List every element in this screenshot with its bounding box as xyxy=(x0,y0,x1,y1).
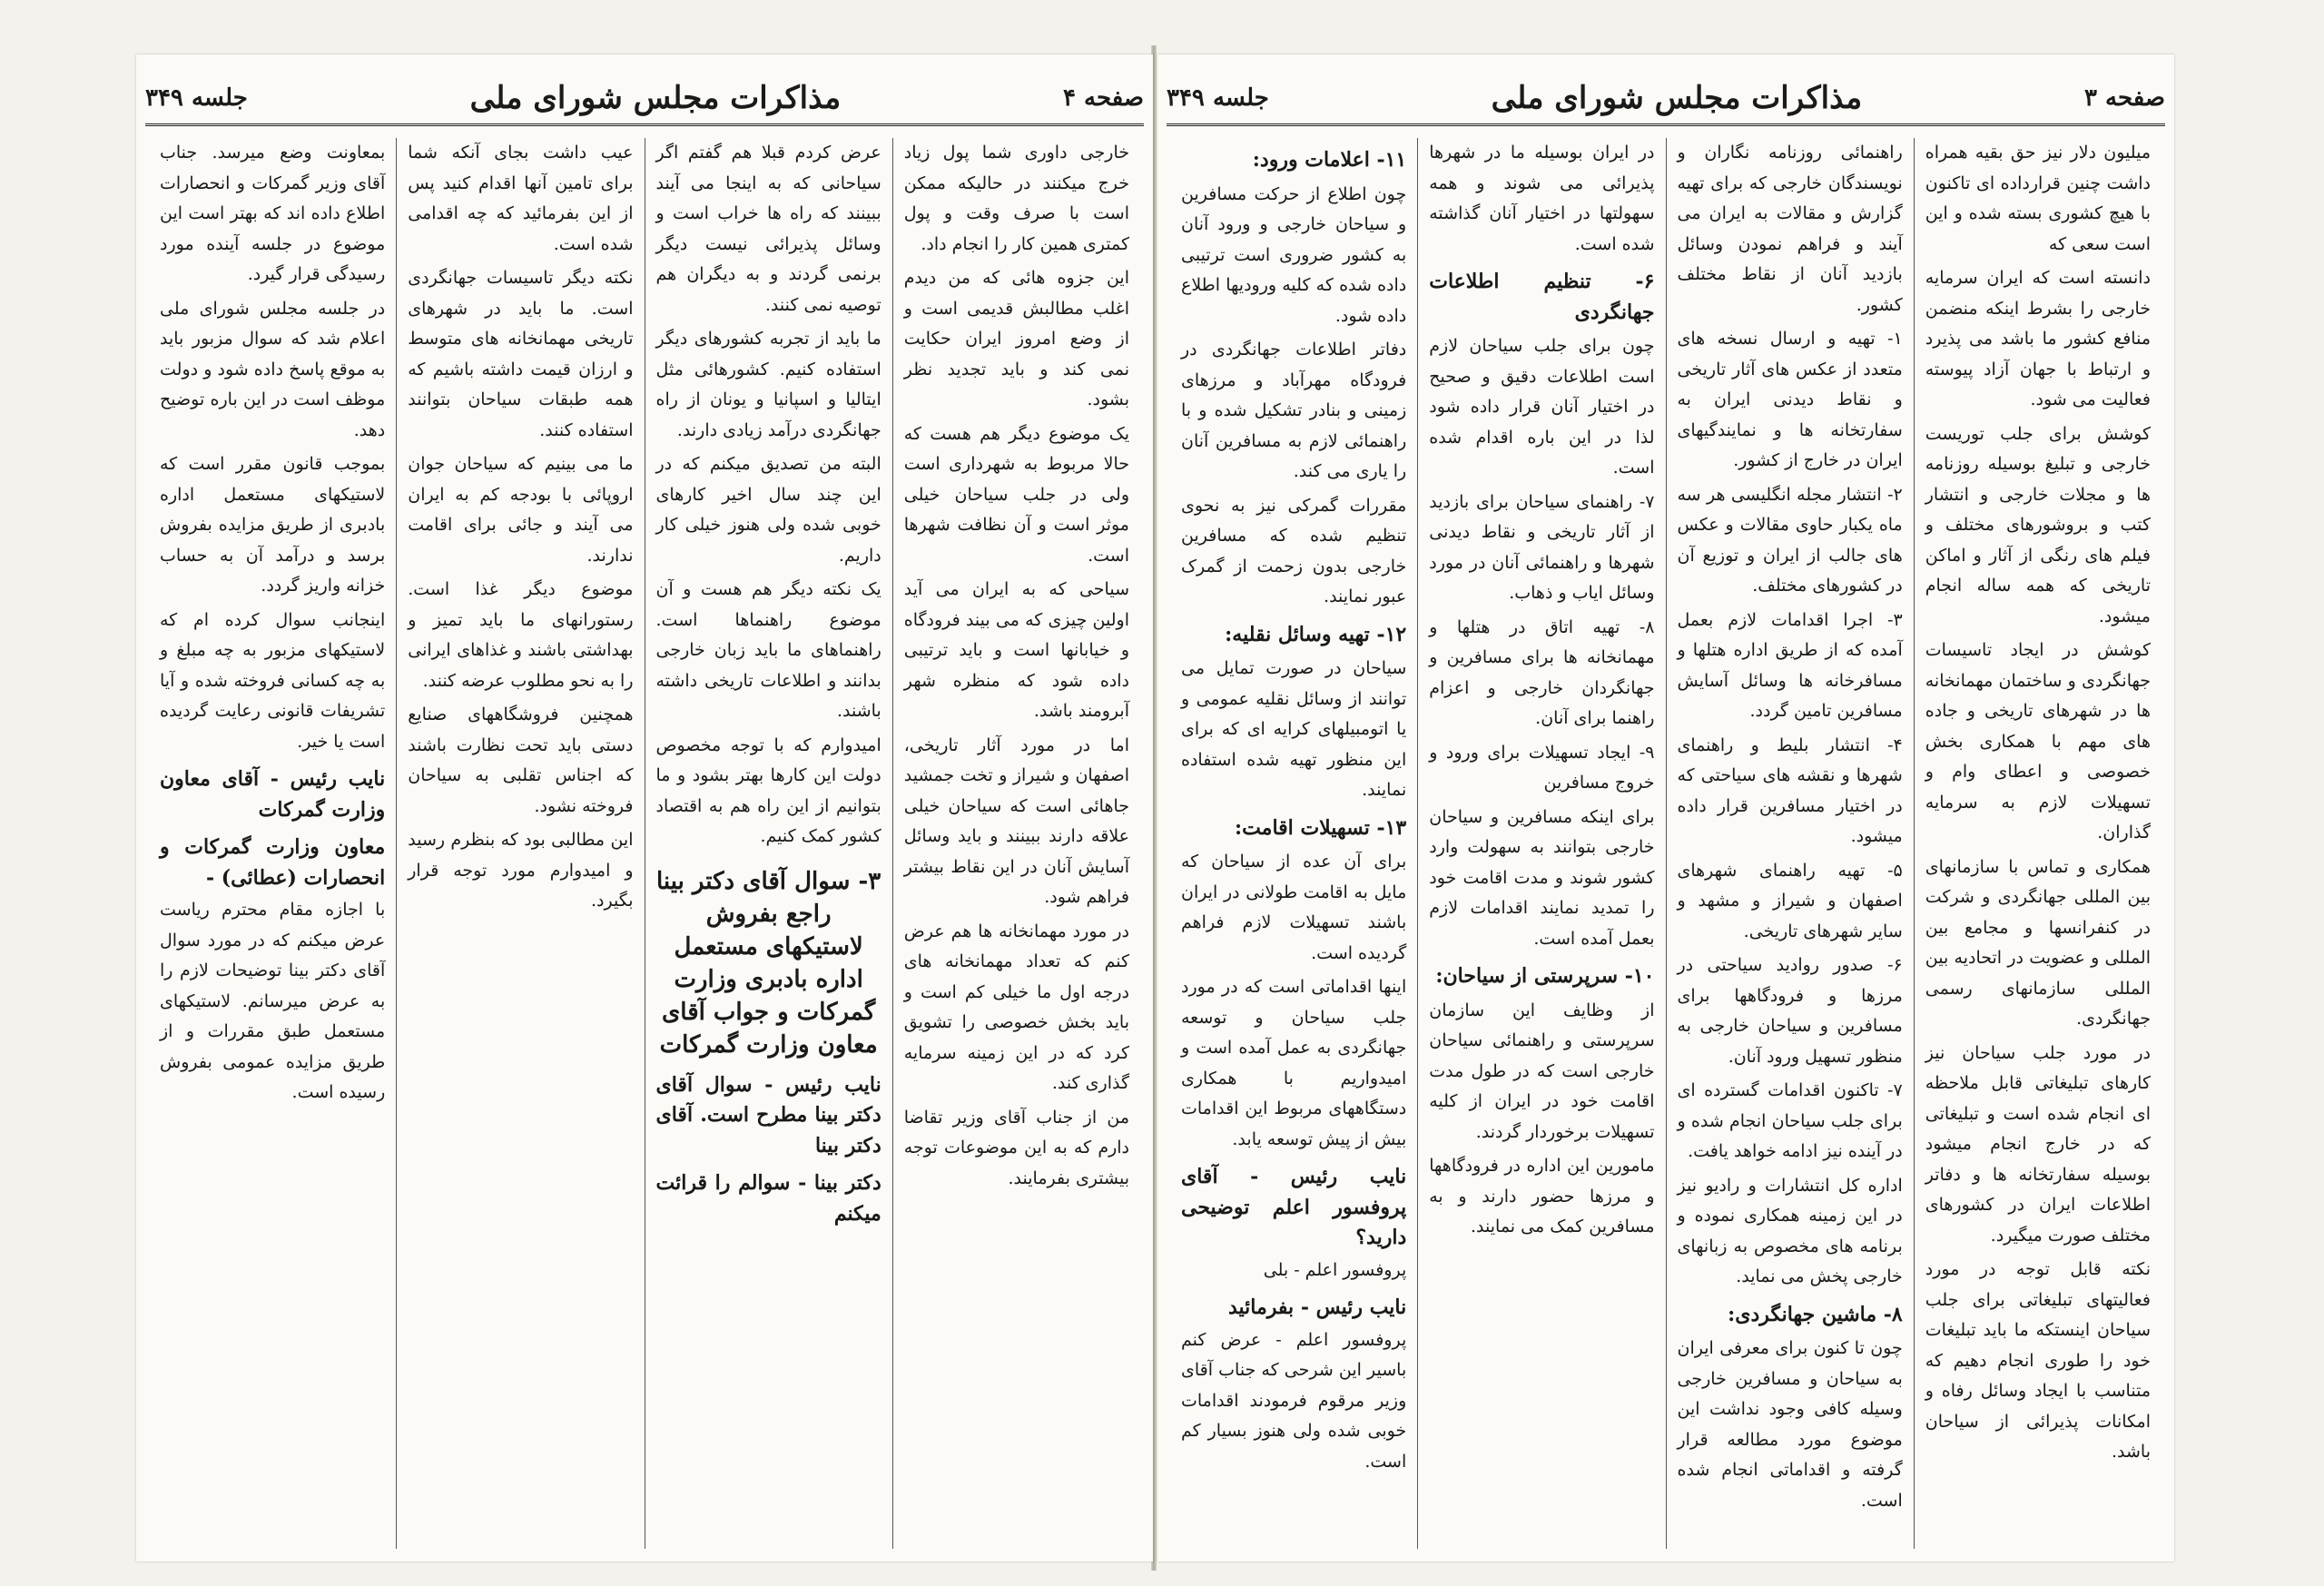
section-heading: ۱۲- تهیه وسائل نقلیه: xyxy=(1225,622,1407,646)
paragraph: در مورد مهمانخانه ها هم عرض کنم که تعداد مهمانخانه های درجه اول ما خیلی کم است و باید بخش خصوصی را تشویق کرد که در این زمینه سرمایه گذاری کند. xyxy=(903,921,1129,1093)
paragraph: ۱- تهیه و ارسال نسخه های متعدد از عکس های آثار تاریخی و نقاط دیدنی ایران به سفارتخانه ها و نمایندگیهای ایران در خارج از کشور. xyxy=(1677,329,1903,470)
left-page-columns xyxy=(149,138,1140,1549)
paragraph: چون تا کنون برای معرفی ایران به سیاحان و مسافرین خارجی وسیله کافی وجود نداشت این موضوع مورد مطالعه قرار گرفته و اقداماتی انجام شده است. xyxy=(1677,1338,1903,1511)
paragraph: ما می بینیم که سیاحان جوان اروپائی با بودجه کم به ایران می آیند و جائی برای اقامت ندارند. xyxy=(408,454,634,566)
speech-text: با اجازه مقام محترم ریاست عرض میکنم که در مورد سوال آقای دکتر بینا توضیحات لازم را به عرض میرسانم. لاستیکهای مستعمل طبق مقررات و از طریق مزایده عمومی بفروش رسیده است. xyxy=(160,900,386,1102)
paragraph: ما باید از تجربه کشورهای دیگر استفاده کنیم. کشورهائی مثل ایتالیا و اسپانیا و یونان از راه جهانگردی درآمد زیادی دارند. xyxy=(655,329,881,440)
paragraph: اداره کل انتشارات و رادیو نیز در این زمینه همکاری نموده و برنامه های مخصوص به زبانهای خارجی پخش می نماید. xyxy=(1677,1175,1903,1286)
paragraph: در ایران بوسیله ما در شهرها پذیرائی می شوند و همه سهولتها در اختیار آنان گذاشته شده است. xyxy=(1429,143,1655,254)
paragraph: عرض کردم قبلا هم گفتم اگر سیاحانی که به اینجا می آیند ببینند که راه ها خراب است و وسائل پذیرائی نیست دیگر برنمی گردند و به دیگران هم توصیه نمی کنند. xyxy=(655,143,881,315)
paragraph: همچنین فروشگاههای صنایع دستی باید تحت نظارت باشند که اجناس تقلبی به سیاحان فروخته نشود. xyxy=(408,704,634,816)
session-number: جلسه ۳۴۹ xyxy=(145,84,248,112)
paragraph: ۴- انتشار بلیط و راهنمای شهرها و نقشه های سیاحتی که در اختیار مسافرین قرار داده میشود. xyxy=(1677,734,1903,846)
column xyxy=(645,138,892,1549)
paragraph: ۷- راهنمای سیاحان برای بازدید از آثار تاریخی و نقاط دیدنی شهرها و راهنمائی آنان در مورد وسائل ایاب و ذهاب. xyxy=(1429,491,1655,603)
column xyxy=(149,138,396,1549)
column xyxy=(1170,138,1417,1549)
paragraph: کوشش در ایجاد تاسیسات جهانگردی و ساختمان مهمانخانه ها در شهرهای تاریخی و جاده های مهم با همکاری بخش خصوصی و اعطای وام و تسهیلات لازم به سرمایه گذاران. xyxy=(1925,640,2151,842)
paragraph: بمعاونت وضع میرسد. جناب آقای وزیر گمرکات و انحصارات اطلاع داده اند که بهتر است این موضوع در جلسه آینده مورد رسیدگی قرار گیرد. xyxy=(160,143,386,284)
column xyxy=(1914,138,2162,1549)
paragraph: این مطالبی بود که بنظرم رسید و امیدوارم مورد توجه قرار بگیرد. xyxy=(408,830,634,911)
paragraph: در جلسه مجلس شورای ملی اعلام شد که سوال مزبور باید به موقع پاسخ داده شود و دولت موظف است در این باره توضیح دهد. xyxy=(160,298,386,440)
paragraph: ۵- تهیه راهنمای شهرهای اصفهان و شیراز و مشهد و سایر شهرهای تاریخی. xyxy=(1677,860,1903,941)
speaker-name: نایب رئیس - آقای پروفسور اعلم توضیحی دارید؟ xyxy=(1181,1165,1407,1249)
paragraph: اینها اقداماتی است که در مورد جلب سیاحان و توسعه جهانگردی به عمل آمده است و امیدواریم با همکاری دستگاههای مربوط این اقدامات بیش از پیش توسعه یابد. xyxy=(1181,977,1407,1149)
paragraph: مقررات گمرکی نیز به نحوی تنظیم شده که مسافرین خارجی بدون زحمت از گمرک عبور نمایند. xyxy=(1181,495,1407,606)
speaker-name: دکتر بینا - سوالم را قرائت میکنم xyxy=(655,1171,881,1226)
paragraph: مامورین این اداره در فرودگاهها و مرزها حضور دارند و به مسافرین کمک می نمایند. xyxy=(1429,1156,1655,1236)
paragraph: یک موضوع دیگر هم هست که حالا مربوط به شهرداری است ولی در جلب سیاحان خیلی موثر است و آن نظافت شهرها است. xyxy=(903,423,1129,566)
paragraph: اینجانب سوال کرده ام که لاستیکهای مزبور به چه مبلغ و به چه کسانی فروخته شده و آیا تشریفات قانونی رعایت گردیده است یا خیر. xyxy=(160,609,386,752)
speaker-name: معاون وزارت گمرکات و انحصارات (عطائی) - xyxy=(160,835,386,890)
paragraph: امیدوارم که با توجه مخصوص دولت این کارها بهتر بشود و ما بتوانیم از این راه هم به اقتصاد کشور کمک کنیم. xyxy=(655,734,881,846)
section-heading: ۸- ماشین جهانگردی: xyxy=(1728,1302,1903,1326)
paragraph: ۹- ایجاد تسهیلات برای ورود و خروج مسافرین xyxy=(1429,742,1655,793)
paragraph: دانسته است که ایران سرمایه خارجی را بشرط اینکه منضمن منافع کشور ما باشد می پذیرد و ارتباط با جهان آزاد پیوسته فعالیت می شود. xyxy=(1925,268,2151,409)
paragraph: ۷- تاکنون اقدامات گسترده ای برای جلب سیاحان انجام شده و در آینده نیز ادامه خواهد یافت. xyxy=(1677,1080,1903,1161)
paragraph: بموجب قانون مقرر است که لاستیکهای مستعمل اداره بادبری از طریق مزایده بفروش برسد و درآمد آن به حساب خزانه واریز گردد. xyxy=(160,454,386,596)
paragraph: این جزوه هائی که من دیدم اغلب مطالبش قدیمی است و از وضع امروز ایران حکایت نمی کند و باید تجدید نظر بشود. xyxy=(903,268,1129,409)
page-number: صفحه ۴ xyxy=(1063,84,1144,112)
paragraph: ۲- انتشار مجله انگلیسی هر سه ماه یکبار حاوی مقالات و عکس های جالب از ایران و توزیع آن در کشورهای مختلف. xyxy=(1677,484,1903,596)
left-page-header xyxy=(145,73,1144,126)
speaker-name: نایب رئیس - آقای معاون وزارت گمرکات xyxy=(160,767,386,822)
paragraph: نکته قابل توجه در مورد فعالیتهای تبلیغاتی برای جلب سیاحان اینستکه ما باید تبلیغات خود را طوری انجام دهیم که متناسب با ایجاد وسائل رفاه و امکانات پذیرائی از سیاحان باشد. xyxy=(1925,1259,2151,1462)
paragraph: سیاحان در صورت تمایل می توانند از وسائل نقلیه عمومی و یا اتومبیلهای کرایه ای که برای این منظور تهیه شده استفاده نمایند. xyxy=(1181,658,1407,800)
section-heading: ۱۱- اعلامات ورود: xyxy=(1252,148,1407,172)
paragraph: از وظایف این سازمان سرپرستی و راهنمائی سیاحان خارجی است که در طول مدت اقامت خود در ایران از کلیه تسهیلات برخوردار گردند. xyxy=(1429,1000,1655,1142)
paragraph: عیب داشت بجای آنکه شما برای تامین آنها اقدام کنید پس از این بفرمائید که چه اقدامی شده است. xyxy=(408,143,634,254)
section-heading: ۳- سوال آقای دکتر بینا راجع بفروش لاستیکهای مستعمل اداره بادبری وزارت گمرکات و جواب آقای معاون وزارت گمرکات xyxy=(656,867,881,1059)
right-page xyxy=(1157,54,2174,1561)
paragraph: میلیون دلار نیز حق بقیه همراه داشت چنین قرارداده ای تاکنون با هیچ کشوری بسته شده و این است سعی که xyxy=(1925,143,2151,254)
paragraph: یک نکته دیگر هم هست و آن موضوع راهنماها است. راهنماهای ما باید زبان خارجی بدانند و اطلاعات تاریخی داشته باشند. xyxy=(655,579,881,721)
right-page-header xyxy=(1167,73,2165,126)
paragraph: همکاری و تماس با سازمانهای بین المللی جهانگردی و شرکت در کنفرانسها و مجامع بین المللی و عضویت در اتحادیه بین المللی سازمانهای رسمی جهانگردی. xyxy=(1925,856,2151,1029)
column xyxy=(892,138,1140,1549)
paragraph: راهنمائی روزنامه نگاران و نویسندگان خارجی که برای تهیه گزارش و مقالات به ایران می آیند و فراهم نمودن وسائل بازدید آنان از نقاط مختلف کشور. xyxy=(1677,143,1903,315)
paragraph: خارجی داوری شما پول زیاد خرج میکنند در حالیکه ممکن است با صرف وقت و پول کمتری همین کار را انجام داد. xyxy=(903,143,1129,254)
speech-text: پروفسور اعلم - عرض کنم باسیر این شرحی که جناب آقای وزیر مرقوم فرمودند اقدامات خوبی شده ولی هنوز بسیار کم است. xyxy=(1181,1329,1407,1472)
speech-text: پروفسور اعلم - بلی xyxy=(1263,1259,1407,1280)
paragraph: نکته دیگر تاسیسات جهانگردی است. ما باید در شهرهای تاریخی مهمانخانه های متوسط و ارزان قیمت داشته باشیم که همه طبقات سیاحان بتوانند استفاده کنند. xyxy=(408,268,634,440)
page-title: مذاکرات مجلس شورای ملی xyxy=(1491,80,1863,116)
page-title: مذاکرات مجلس شورای ملی xyxy=(469,80,842,116)
paragraph: ۸- تهیه اتاق در هتلها و مهمانخانه ها برای مسافرین و جهانگردان خارجی و اعزام راهنما برای آنان. xyxy=(1429,616,1655,728)
paragraph: البته من تصدیق میکنم که در این چند سال اخیر کارهای خوبی شده ولی هنوز خیلی کار داریم. xyxy=(655,454,881,566)
paragraph: سیاحی که به ایران می آید اولین چیزی که می بیند فرودگاه و خیابانها است و باید ترتیبی داده شود که منظره شهر آبرومند باشد. xyxy=(903,579,1129,721)
column xyxy=(1666,138,1914,1549)
section-heading: ۱۰- سرپرستی از سیاحان: xyxy=(1435,964,1655,988)
paragraph: ۳- اجرا اقدامات لازم بعمل آمده که از طریق اداره هتلها و مسافرخانه ها وسائل آسایش مسافرین تامین گردد. xyxy=(1677,609,1903,721)
paragraph: اما در مورد آثار تاریخی، اصفهان و شیراز و تخت جمشید جاهائی است که سیاحان خیلی علاقه دارند ببینند و باید وسائل آسایش آنان در این نقاط بیشتر فراهم شود. xyxy=(903,734,1129,907)
speaker-name: نایب رئیس - سوال آقای دکتر بینا مطرح است. آقای دکتر بینا xyxy=(655,1072,881,1157)
paragraph: چون برای جلب سیاحان لازم است اطلاعات دقیق و صحیح در اختیار آنان قرار داده شود لذا در این باره اقدام شده است. xyxy=(1429,336,1655,478)
column xyxy=(396,138,644,1549)
paragraph: دفاتر اطلاعات جهانگردی در فرودگاه مهرآباد و مرزهای زمینی و بنادر تشکیل شده و با راهنمائی لازم به مسافرین آنان را یاری می کند. xyxy=(1181,340,1407,481)
paragraph: برای آن عده از سیاحان که مایل به اقامت طولانی در ایران باشند تسهیلات لازم فراهم گردیده است. xyxy=(1181,852,1407,963)
paragraph: ۶- صدور روادید سیاحتی در مرزها و فرودگاهها برای مسافرین و سیاحان خارجی به منظور تسهیل ورود آنان. xyxy=(1677,955,1903,1067)
paragraph: کوشش برای جلب توریست خارجی و تبلیغ بوسیله روزنامه ها و مجلات خارجی و انتشار کتب و بروشورهای مختلف و فیلم های رنگی از آثار و اماکن تاریخی که همه ساله انجام میشود. xyxy=(1925,423,2151,626)
page-number: صفحه ۳ xyxy=(2084,84,2165,112)
speaker-name: نایب رئیس - بفرمائید xyxy=(1227,1295,1407,1319)
paragraph: من از جناب آقای وزیر تقاضا دارم که به این موضوعات توجه بیشتری بفرمایند. xyxy=(903,1107,1129,1188)
paragraph: برای اینکه مسافرین و سیاحان خارجی بتوانند به سهولت وارد کشور شوند و مدت اقامت خود را تمدید نمایند اقدامات لازم بعمل آمده است. xyxy=(1429,806,1655,949)
paragraph: موضوع دیگر غذا است. رستورانهای ما باید تمیز و بهداشتی باشند و غذاهای ایرانی را به نحو مطلوب عرضه کنند. xyxy=(408,579,634,691)
column xyxy=(1417,138,1665,1549)
right-page-columns xyxy=(1170,138,2162,1549)
paragraph: چون اطلاع از حرکت مسافرین و سیاحان خارجی و ورود آنان به کشور ضروری است ترتیبی داده شده که کلیه ورودیها اطلاع داده شود. xyxy=(1181,183,1407,326)
session-number: جلسه ۳۴۹ xyxy=(1167,84,1269,112)
left-page xyxy=(136,54,1153,1561)
section-heading: ۱۳- تسهیلات اقامت: xyxy=(1234,815,1407,840)
section-heading: ۶- تنظیم اطلاعات جهانگردی xyxy=(1429,270,1655,324)
paragraph: در مورد جلب سیاحان نیز کارهای تبلیغاتی قابل ملاحظه ای انجام شده است و تبلیغاتی که در خارج انجام میشود بوسیله سفارتخانه ها و دفاتر اطلاعات ایران در کشورهای مختلف صورت میگیرد. xyxy=(1925,1042,2151,1246)
